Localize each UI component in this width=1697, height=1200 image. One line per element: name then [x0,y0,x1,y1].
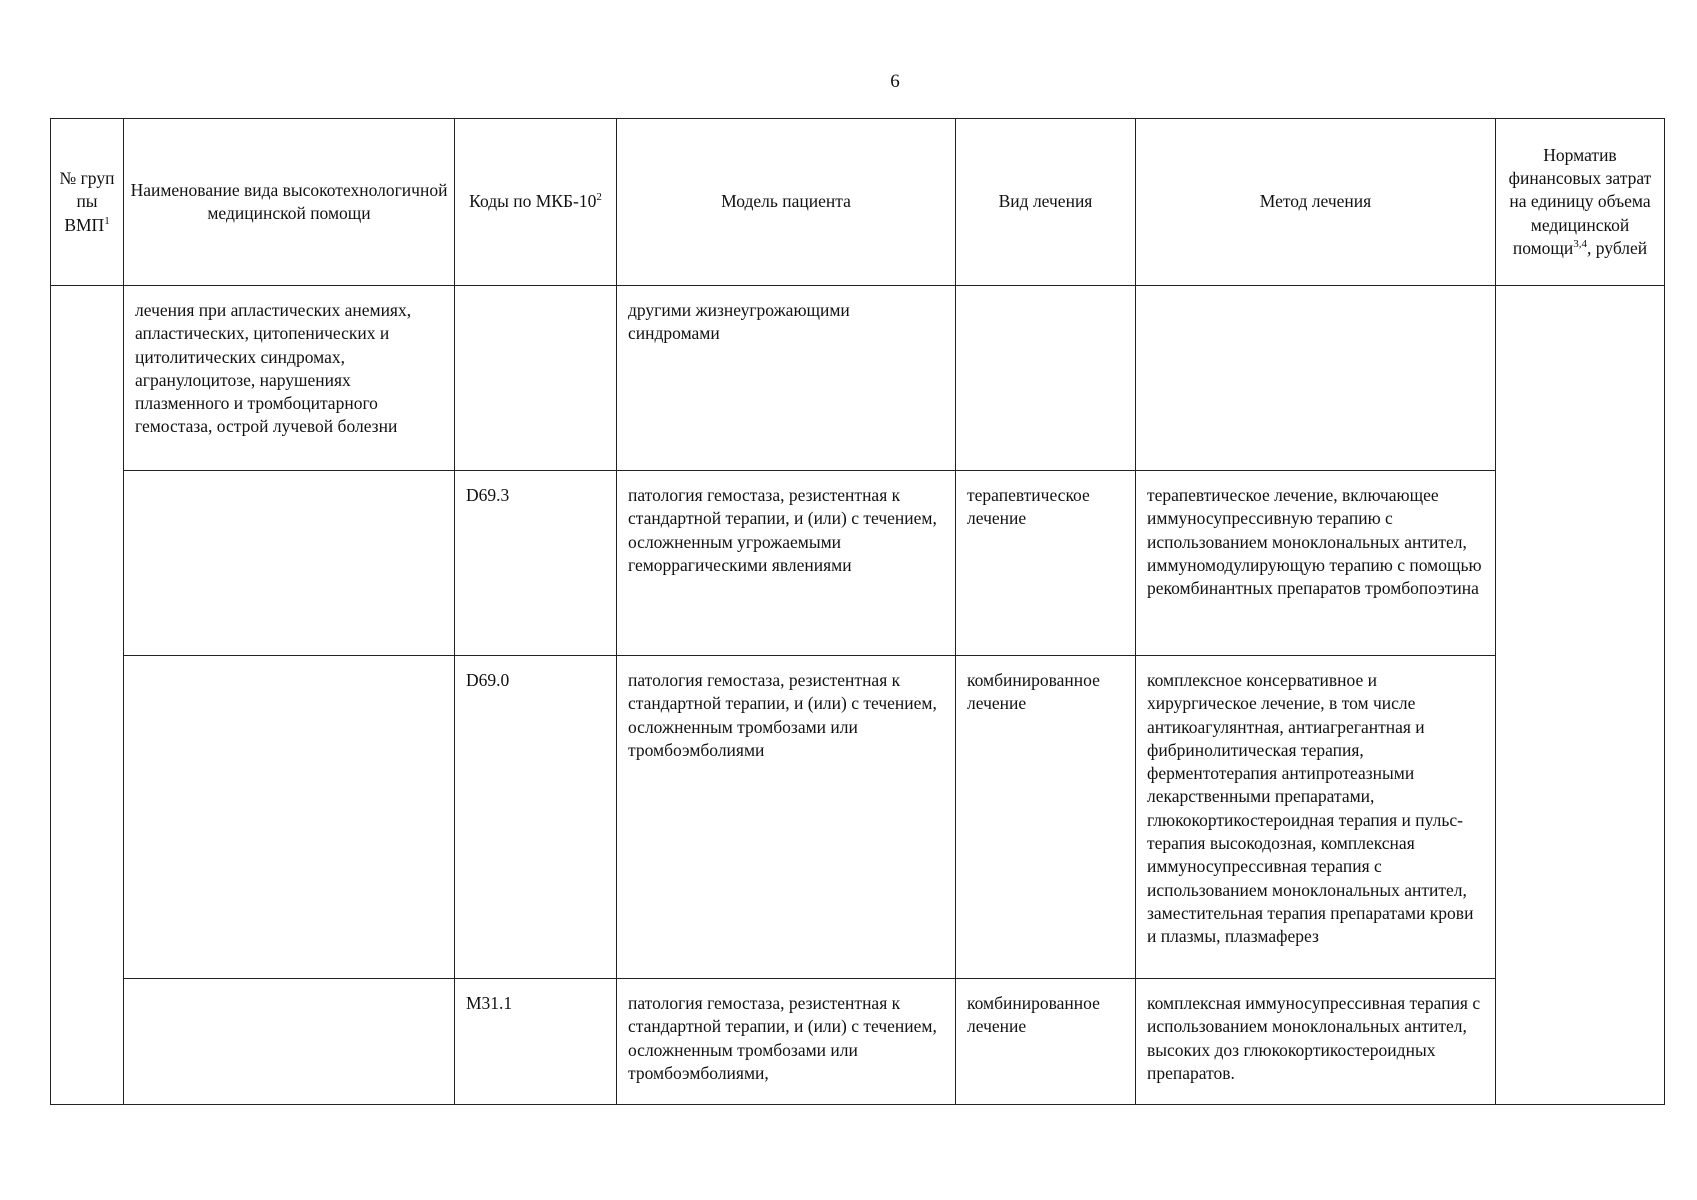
code-cell: M31.1 [455,979,617,1105]
header-method: Метод лечения [1136,119,1496,286]
header-group-no: № груп пы ВМП$^1$ [51,119,124,286]
header-model: Модель пациента [617,119,956,286]
method-cell: комплексное консервативное и хирургическое лечение, в том числе антикоагулянтная, антиагрегантная и фибринолитическая терапия, ферментотерапия антипротеазными лекарственными препаратами, глюкокортикостероидная терапия и пульс-терапия высокодозная, комплексная иммуносупрессивная терапия с использованием моноклональных антител, заместительная терапия препаратами крови и плазмы, плазмаферез [1136,656,1496,979]
method-cell [1136,286,1496,471]
model-cell: другими жизнеугрожающими синдромами [617,286,956,471]
treatment-type-cell: комбинированное лечение [956,656,1136,979]
model-cell: патология гемостаза, резистентная к стандартной терапии, и (или) с течением, осложненным угрожаемыми геморрагическими явлениями [617,471,956,656]
vmp-table [50,118,1665,1105]
header-codes: Коды по МКБ-$10^2$ [455,119,617,286]
name-cell: лечения при апластических анемиях, апластических, цитопенических и цитолитических синдромах, агранулоцитозе, нарушениях плазменного и тромбоцитарного гемостаза, острой лучевой болезни [124,286,455,471]
table-row [51,286,1665,471]
table-header-row [51,119,1665,286]
table-row [51,979,1665,1105]
table-row [51,471,1665,656]
treatment-type-cell [956,286,1136,471]
treatment-type-cell: терапевтическое лечение [956,471,1136,656]
code-cell: D69.3 [455,471,617,656]
name-cell [124,979,455,1105]
page-number: 6 [890,71,900,92]
model-cell: патология гемостаза, резистентная к стандартной терапии, и (или) с течением, осложненным тромбозами или тромбоэмболиями [617,656,956,979]
name-cell [124,471,455,656]
group-no-cell [51,286,124,1105]
norm-cell [1496,286,1665,1105]
header-norm: Норматив финансовых затрат на единицу объема медицинской помощи$^{3,4}$, рублей [1496,119,1665,286]
code-cell [455,286,617,471]
model-cell: патология гемостаза, резистентная к стандартной терапии, и (или) с течением, осложненным тромбозами или тромбоэмболиями, [617,979,956,1105]
method-cell: терапевтическое лечение, включающее иммуносупрессивную терапию с использованием моноклональных антител, иммуномодулирующую терапию с помощью рекомбинантных препаратов тромбопоэтина [1136,471,1496,656]
header-treatment-type: Вид лечения [956,119,1136,286]
name-cell [124,656,455,979]
code-cell: D69.0 [455,656,617,979]
header-name: Наименование вида высокотехнологичной медицинской помощи [124,119,455,286]
table-row [51,656,1665,979]
method-cell: комплексная иммуносупрессивная терапия с использованием моноклональных антител, высоких доз глюкокортикостероидных препаратов. [1136,979,1496,1105]
treatment-type-cell: комбинированное лечение [956,979,1136,1105]
